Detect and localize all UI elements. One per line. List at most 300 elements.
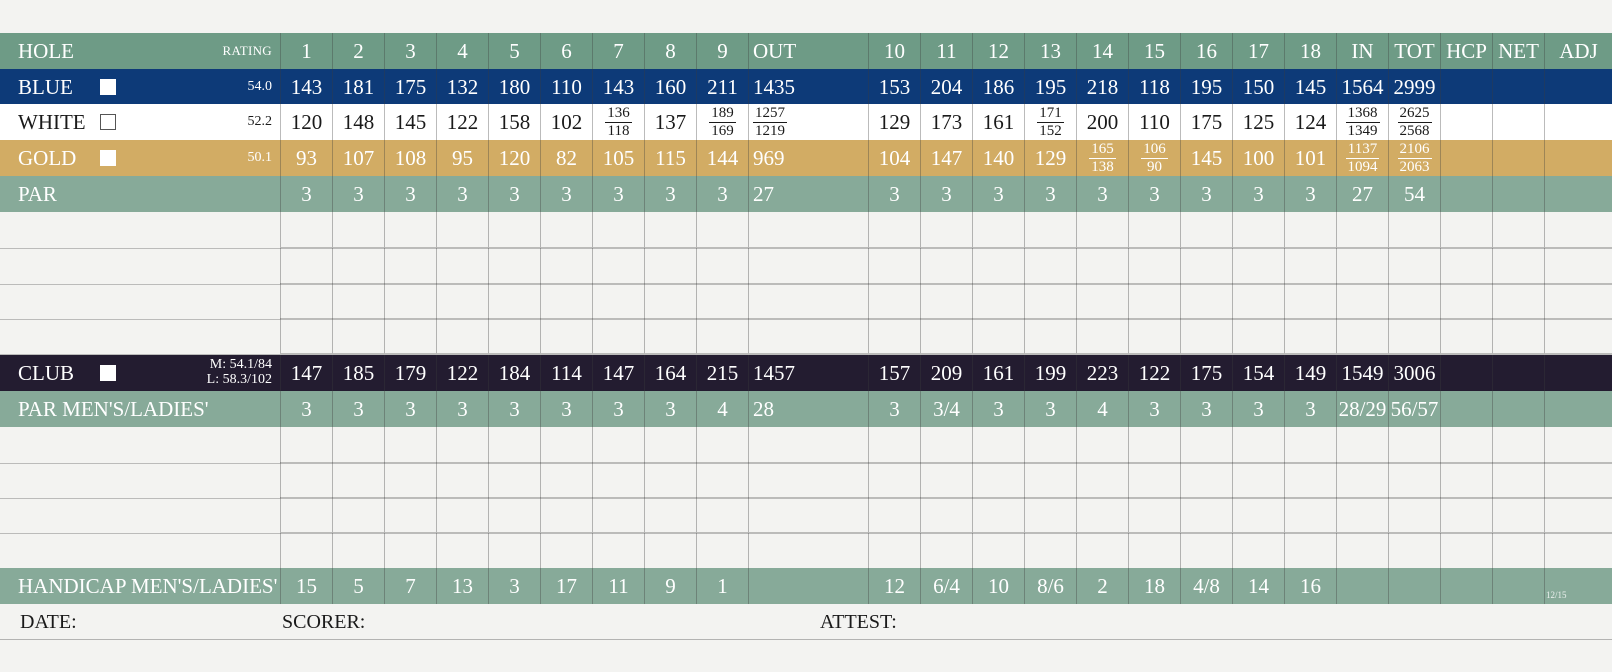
score-cell-front-7[interactable] [592,212,644,248]
score-cell-back-1[interactable] [868,318,920,354]
par_ml-back-5: 4 [1076,391,1128,427]
score-cell-adj[interactable] [1544,462,1612,498]
score-cell-front-5[interactable] [488,212,540,248]
score-cell-back-2[interactable] [920,283,972,319]
tees-white-tot [1388,104,1440,140]
tees-white-back-5: 200 [1076,104,1128,140]
score-cell-hcp[interactable] [1440,248,1492,284]
score-cell-back-6[interactable] [1128,533,1180,569]
tees-white-front-4: 122 [436,104,488,140]
score-cell-back-7[interactable] [1180,497,1232,533]
score-cell-hcp[interactable] [1440,533,1492,569]
par-back-5: 3 [1076,176,1128,212]
score-row-4[interactable] [0,318,1612,355]
score-cell-front-7[interactable] [592,427,644,463]
score-cell-hcp[interactable] [1440,427,1492,463]
score-cell-front-4[interactable] [436,318,488,354]
score-cell-back-7[interactable] [1180,533,1232,569]
tees-gold-front-2: 107 [332,140,384,176]
score-cell-front-3[interactable] [384,283,436,319]
score-cell-out[interactable] [748,427,868,463]
score-cell-front-9[interactable] [696,497,748,533]
score-cell-tot[interactable] [1388,462,1440,498]
score-cell-front-5[interactable] [488,533,540,569]
par_ml-back-2: 3/4 [920,391,972,427]
tees-blue-front-2: 181 [332,69,384,105]
club-row [0,355,1612,391]
score-cell-front-3[interactable] [384,318,436,354]
score-cell-adj[interactable] [1544,427,1612,463]
score-cell-front-8[interactable] [644,462,696,498]
score-cell-front-6[interactable] [540,283,592,319]
score-cell-in[interactable] [1336,248,1388,284]
header-hcp: HCP [1440,33,1492,69]
score-cell-back-6[interactable] [1128,248,1180,284]
score-cell-front-2[interactable] [332,318,384,354]
score-cell-out[interactable] [748,283,868,319]
score-cell-front-3[interactable] [384,462,436,498]
score-cell-back-1[interactable] [868,533,920,569]
score-cell-back-9[interactable] [1284,533,1336,569]
score-cell-back-8[interactable] [1232,497,1284,533]
score-cell-back-7[interactable] [1180,212,1232,248]
score-cell-front-6[interactable] [540,318,592,354]
handicap-tot [1388,568,1440,604]
score-cell-out[interactable] [748,533,868,569]
club-rating-ladies: L: 58.3/102 [206,372,272,387]
score-cell-front-1[interactable] [280,497,332,533]
score-cell-back-8[interactable] [1232,533,1284,569]
score-cell-hcp[interactable] [1440,497,1492,533]
score-cell-back-7[interactable] [1180,318,1232,354]
score-cell-back-3[interactable] [972,533,1024,569]
score-cell-net[interactable] [1492,283,1544,319]
score-cell-back-8[interactable] [1232,318,1284,354]
score-cell-back-6[interactable] [1128,427,1180,463]
score-cell-front-6[interactable] [540,427,592,463]
score-cell-net[interactable] [1492,427,1544,463]
score-cell-front-4[interactable] [436,427,488,463]
score-cell-back-9[interactable] [1284,212,1336,248]
score-cell-front-2[interactable] [332,462,384,498]
header-back-7: 16 [1180,33,1232,69]
handicap-back-9: 16 [1284,568,1336,604]
handicap-out [748,568,868,604]
tees-gold-back-6-stack [1141,142,1168,175]
score-cell-back-6[interactable] [1128,212,1180,248]
score-cell-front-9[interactable] [696,462,748,498]
score-cell-front-1[interactable] [280,283,332,319]
score-cell-back-4[interactable] [1024,462,1076,498]
par_ml-out: 28 [748,391,868,427]
tees-blue-in: 1564 [1336,69,1388,105]
tees-white-front-6: 102 [540,104,592,140]
score-cell-back-4[interactable] [1024,533,1076,569]
score-cell-back-1[interactable] [868,462,920,498]
score-cell-hcp[interactable] [1440,462,1492,498]
score-cell-front-3[interactable] [384,427,436,463]
score-cell-front-5[interactable] [488,283,540,319]
score-cell-back-2[interactable] [920,318,972,354]
score-cell-back-8[interactable] [1232,462,1284,498]
score-cell-front-4[interactable] [436,283,488,319]
score-cell-front-5[interactable] [488,427,540,463]
score-cell-front-6[interactable] [540,533,592,569]
score-cell-front-2[interactable] [332,427,384,463]
score-cell-front-8[interactable] [644,533,696,569]
tees-gold-tot-top: 2106 [1399,140,1430,157]
handicap-front-7: 11 [592,568,644,604]
score-cell-net[interactable] [1492,462,1544,498]
par_ml-back-4: 3 [1024,391,1076,427]
par-tot: 54 [1388,176,1440,212]
score-cell-hcp[interactable] [1440,318,1492,354]
score-cell-front-1[interactable] [280,533,332,569]
par-front-2: 3 [332,176,384,212]
score-cell-back-8[interactable] [1232,212,1284,248]
score-cell-back-9[interactable] [1284,427,1336,463]
score-cell-tot[interactable] [1388,497,1440,533]
score-cell-back-3[interactable] [972,248,1024,284]
score-cell-back-4[interactable] [1024,497,1076,533]
tees-blue-out: 1435 [748,69,868,105]
score-cell-front-5[interactable] [488,497,540,533]
par-back-2: 3 [920,176,972,212]
score-cell-back-3[interactable] [972,462,1024,498]
score-cell-adj[interactable] [1544,318,1612,354]
score-cell-back-5[interactable] [1076,427,1128,463]
score-cell-adj[interactable] [1544,497,1612,533]
tees-white-in [1336,104,1388,140]
score-cell-net[interactable] [1492,533,1544,569]
handicap-back-2: 6/4 [920,568,972,604]
score-cell-in[interactable] [1336,212,1388,248]
tee-name-gold: GOLD [18,145,77,170]
score-cell-out[interactable] [748,248,868,284]
score-cell-front-5[interactable] [488,462,540,498]
score-cell-front-7[interactable] [592,497,644,533]
score-cell-out[interactable] [748,212,868,248]
club-out: 1457 [748,355,868,391]
tees-gold-net [1492,140,1544,176]
score-cell-back-3[interactable] [972,318,1024,354]
score-cell-front-2[interactable] [332,497,384,533]
score-cell-front-7[interactable] [592,318,644,354]
date-label: DATE: [20,611,77,633]
tees-blue-net [1492,69,1544,105]
score-cell-back-4[interactable] [1024,212,1076,248]
score-cell-front-9[interactable] [696,283,748,319]
par_ml-front-1: 3 [280,391,332,427]
par-front-9: 3 [696,176,748,212]
score-cell-back-1[interactable] [868,212,920,248]
tees-white-back-4-bottom: 152 [1039,122,1062,139]
score-cell-out[interactable] [748,318,868,354]
score-cell-front-2[interactable] [332,283,384,319]
score-cell-in[interactable] [1336,497,1388,533]
par_ml-front-2: 3 [332,391,384,427]
score-cell-out[interactable] [748,462,868,498]
handicap-back-6: 18 [1128,568,1180,604]
score-cell-front-2[interactable] [332,533,384,569]
header-back-2: 11 [920,33,972,69]
attest-label: ATTEST: [820,611,897,633]
score-cell-back-3[interactable] [972,497,1024,533]
club-back-8: 154 [1232,355,1284,391]
tees-blue-back-8: 150 [1232,69,1284,105]
score-cell-front-9[interactable] [696,318,748,354]
score-cell-front-2[interactable] [332,248,384,284]
score-cell-front-5[interactable] [488,248,540,284]
score-cell-front-8[interactable] [644,212,696,248]
score-cell-front-1[interactable] [280,318,332,354]
par_ml-front-5: 3 [488,391,540,427]
tees-white-in-stack [1346,106,1380,139]
tees-white-back-1: 129 [868,104,920,140]
score-cell-back-2[interactable] [920,462,972,498]
score-row-1[interactable] [0,212,1612,249]
score-cell-back-5[interactable] [1076,248,1128,284]
par-back-3: 3 [972,176,1024,212]
score-cell-front-5[interactable] [488,318,540,354]
tees-gold-front-5: 120 [488,140,540,176]
tees-gold-back-9: 101 [1284,140,1336,176]
header-front-9: 9 [696,33,748,69]
tees-blue-front-4: 132 [436,69,488,105]
tees-white-out-stack [753,106,787,139]
tee-checkbox-gold[interactable] [100,150,116,166]
tees-blue-back-1: 153 [868,69,920,105]
club-front-6: 114 [540,355,592,391]
tee-label-gold [0,140,280,176]
handicap-back-1: 12 [868,568,920,604]
par-front-5: 3 [488,176,540,212]
score-cell-back-3[interactable] [972,427,1024,463]
score-cell-front-8[interactable] [644,497,696,533]
score-cell-in[interactable] [1336,462,1388,498]
score-cell-back-1[interactable] [868,427,920,463]
tees-blue-tot: 2999 [1388,69,1440,105]
tees-white-front-8: 137 [644,104,696,140]
tees-white-in-bottom: 1349 [1347,122,1378,139]
tee-row-white [0,104,1612,140]
score-cell-net[interactable] [1492,248,1544,284]
score-row-7[interactable] [0,497,1612,534]
score-cell-net[interactable] [1492,497,1544,533]
score-cell-front-6[interactable] [540,462,592,498]
score-cell-back-6[interactable] [1128,497,1180,533]
score-cell-front-3[interactable] [384,497,436,533]
score-cell-back-4[interactable] [1024,248,1076,284]
club-front-7: 147 [592,355,644,391]
score-cell-in[interactable] [1336,283,1388,319]
score-cell-front-8[interactable] [644,427,696,463]
score-cell-back-6[interactable] [1128,283,1180,319]
score-row-8[interactable] [0,533,1612,570]
tee-checkbox-white[interactable] [100,114,116,130]
score-cell-adj[interactable] [1544,533,1612,569]
score-cell-back-2[interactable] [920,212,972,248]
tees-blue-front-1: 143 [280,69,332,105]
score-cell-in[interactable] [1336,533,1388,569]
score-cell-front-7[interactable] [592,462,644,498]
score-cell-back-4[interactable] [1024,283,1076,319]
handicap-front-2: 5 [332,568,384,604]
header-in: IN [1336,33,1388,69]
score-cell-front-1[interactable] [280,212,332,248]
score-cell-back-1[interactable] [868,248,920,284]
header-front-1: 1 [280,33,332,69]
score-row-5[interactable] [0,427,1612,464]
tee-checkbox-club[interactable] [100,365,116,381]
score-cell-front-9[interactable] [696,212,748,248]
tees-white-front-3: 145 [384,104,436,140]
score-cell-back-1[interactable] [868,497,920,533]
tees-blue-front-7: 143 [592,69,644,105]
score-cell-back-9[interactable] [1284,318,1336,354]
score-cell-back-9[interactable] [1284,497,1336,533]
tees-white-front-9 [696,104,748,140]
score-cell-front-3[interactable] [384,533,436,569]
tees-white-adj [1544,104,1612,140]
score-cell-back-4[interactable] [1024,427,1076,463]
score-cell-tot[interactable] [1388,533,1440,569]
tees-gold-adj [1544,140,1612,176]
score-row-3[interactable] [0,283,1612,320]
score-cell-back-5[interactable] [1076,533,1128,569]
tees-blue-back-2: 204 [920,69,972,105]
score-cell-back-2[interactable] [920,497,972,533]
version-code: 12/15 [1546,590,1567,600]
score-cell-in[interactable] [1336,318,1388,354]
tee-name-blue: BLUE [18,74,73,99]
score-cell-front-4[interactable] [436,462,488,498]
score-cell-back-7[interactable] [1180,283,1232,319]
score-cell-back-4[interactable] [1024,318,1076,354]
score-cell-back-2[interactable] [920,533,972,569]
score-cell-tot[interactable] [1388,283,1440,319]
score-cell-front-8[interactable] [644,248,696,284]
score-cell-back-1[interactable] [868,283,920,319]
tees-gold-tot-stack [1398,142,1432,175]
score-cell-front-8[interactable] [644,318,696,354]
score-cell-back-8[interactable] [1232,427,1284,463]
score-cell-back-7[interactable] [1180,427,1232,463]
score-cell-back-8[interactable] [1232,283,1284,319]
handicap-in [1336,568,1388,604]
par-mens-ladies-text: PAR MEN'S/LADIES' [18,396,209,421]
tees-gold-front-6: 82 [540,140,592,176]
score-cell-front-4[interactable] [436,248,488,284]
score-cell-front-8[interactable] [644,283,696,319]
score-cell-front-6[interactable] [540,248,592,284]
header-back-8: 17 [1232,33,1284,69]
score-row-2[interactable] [0,248,1612,285]
score-cell-front-6[interactable] [540,212,592,248]
tees-blue-hcp [1440,69,1492,105]
score-cell-front-9[interactable] [696,248,748,284]
tees-gold-in-top: 1137 [1347,140,1378,157]
score-cell-back-3[interactable] [972,283,1024,319]
score-cell-front-3[interactable] [384,212,436,248]
score-cell-back-8[interactable] [1232,248,1284,284]
club-back-3: 161 [972,355,1024,391]
score-cell-back-3[interactable] [972,212,1024,248]
club-in: 1549 [1336,355,1388,391]
score-cell-front-7[interactable] [592,283,644,319]
signature-line [0,639,1612,640]
score-cell-out[interactable] [748,497,868,533]
score-cell-front-7[interactable] [592,248,644,284]
club-front-5: 184 [488,355,540,391]
score-cell-adj[interactable] [1544,283,1612,319]
score-cell-front-1[interactable] [280,427,332,463]
score-cell-front-4[interactable] [436,212,488,248]
tee-rating-blue: 54.0 [247,79,272,94]
par_ml-adj [1544,391,1612,427]
score-cell-back-6[interactable] [1128,462,1180,498]
score-cell-back-5[interactable] [1076,462,1128,498]
score-row-6[interactable] [0,462,1612,499]
score-cell-front-9[interactable] [696,427,748,463]
score-cell-tot[interactable] [1388,248,1440,284]
score-cell-front-4[interactable] [436,497,488,533]
par_ml-back-7: 3 [1180,391,1232,427]
score-cell-front-3[interactable] [384,248,436,284]
tees-blue-front-8: 160 [644,69,696,105]
score-cell-adj[interactable] [1544,248,1612,284]
par-back-9: 3 [1284,176,1336,212]
score-cell-hcp[interactable] [1440,283,1492,319]
score-cell-back-2[interactable] [920,248,972,284]
score-cell-tot[interactable] [1388,212,1440,248]
handicap-label [0,568,300,604]
score-cell-back-6[interactable] [1128,318,1180,354]
score-cell-back-9[interactable] [1284,462,1336,498]
score-cell-front-9[interactable] [696,533,748,569]
score-cell-back-2[interactable] [920,427,972,463]
score-cell-tot[interactable] [1388,318,1440,354]
score-cell-front-1[interactable] [280,248,332,284]
score-cell-adj[interactable] [1544,212,1612,248]
score-cell-front-1[interactable] [280,462,332,498]
score-cell-back-9[interactable] [1284,283,1336,319]
score-cell-back-7[interactable] [1180,462,1232,498]
tees-gold-back-5 [1076,140,1128,176]
score-cell-back-9[interactable] [1284,248,1336,284]
score-cell-front-2[interactable] [332,212,384,248]
score-cell-back-7[interactable] [1180,248,1232,284]
tee-checkbox-blue[interactable] [100,79,116,95]
score-cell-in[interactable] [1336,427,1388,463]
score-cell-net[interactable] [1492,212,1544,248]
score-cell-front-4[interactable] [436,533,488,569]
score-cell-back-5[interactable] [1076,318,1128,354]
score-cell-back-5[interactable] [1076,212,1128,248]
club-front-2: 185 [332,355,384,391]
score-cell-front-7[interactable] [592,533,644,569]
score-cell-net[interactable] [1492,318,1544,354]
par-front-4: 3 [436,176,488,212]
handicap-hcp [1440,568,1492,604]
score-cell-back-5[interactable] [1076,283,1128,319]
score-cell-hcp[interactable] [1440,212,1492,248]
score-cell-front-6[interactable] [540,497,592,533]
score-cell-back-5[interactable] [1076,497,1128,533]
tees-white-back-4 [1024,104,1076,140]
par-label [0,176,280,212]
score-cell-tot[interactable] [1388,427,1440,463]
